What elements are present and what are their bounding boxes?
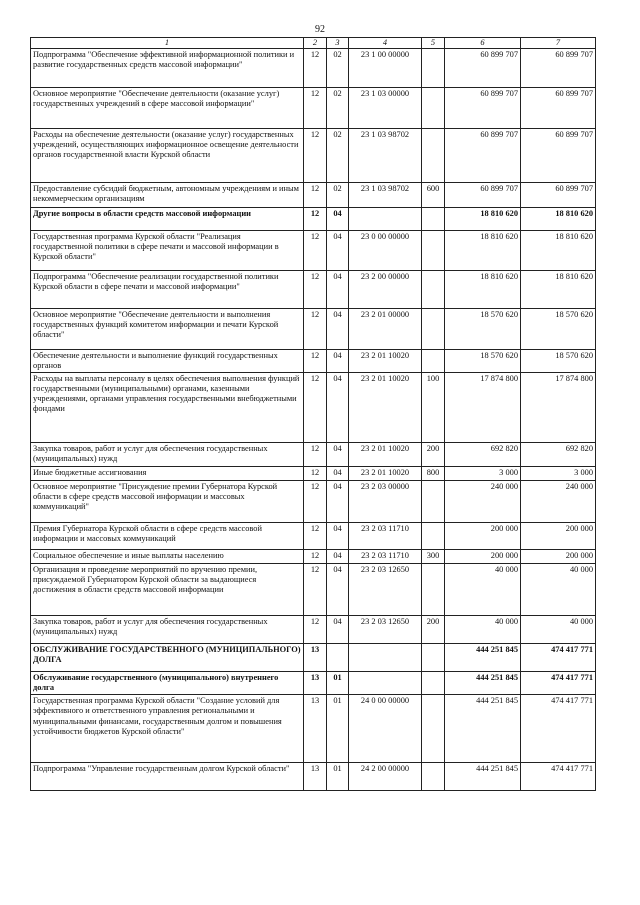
amount-year-2: 18 570 620	[521, 309, 596, 350]
table-row	[31, 467, 596, 481]
table-row	[31, 616, 596, 644]
amount-year-1: 60 899 707	[445, 49, 521, 88]
section-code: 12	[304, 550, 327, 564]
amount-year-2: 200 000	[521, 523, 596, 550]
item-name: Другие вопросы в области средств массовой информации	[31, 208, 304, 231]
table-row	[31, 550, 596, 564]
item-name: Премия Губернатора Курской области в сфере средств массовой информации и массовых коммуникаций	[31, 523, 304, 550]
subsection-code: 04	[327, 481, 349, 523]
item-name: Основное мероприятие "Присуждение премии Губернатора Курской области в сфере средств массовой информации и массовых коммуникаций"	[31, 481, 304, 523]
table-row	[31, 481, 596, 523]
amount-year-1: 200 000	[445, 550, 521, 564]
table-row	[31, 231, 596, 271]
section-code: 13	[304, 672, 327, 695]
table-row	[31, 523, 596, 550]
amount-year-1: 18 810 620	[445, 231, 521, 271]
section-code: 12	[304, 208, 327, 231]
amount-year-1: 18 570 620	[445, 350, 521, 373]
subsection-code: 04	[327, 616, 349, 644]
subsection-code: 01	[327, 695, 349, 763]
target-article-code: 23 2 01 10020	[349, 443, 422, 467]
amount-year-2: 692 820	[521, 443, 596, 467]
item-name: Основное мероприятие "Обеспечение деятельности и выполнения государственных функций комитетом информации и печати Курской области"	[31, 309, 304, 350]
section-code: 12	[304, 183, 327, 208]
header-cell: 2	[304, 38, 327, 49]
subsection-code: 02	[327, 49, 349, 88]
amount-year-1: 60 899 707	[445, 88, 521, 129]
item-name: Иные бюджетные ассигнования	[31, 467, 304, 481]
amount-year-2: 200 000	[521, 550, 596, 564]
target-article-code: 23 2 01 00000	[349, 309, 422, 350]
target-article-code: 23 0 00 00000	[349, 231, 422, 271]
column-number-header	[31, 38, 596, 49]
budget-table	[30, 37, 596, 791]
subsection-code: 02	[327, 129, 349, 183]
target-article-code: 23 2 03 12650	[349, 564, 422, 616]
table-row	[31, 183, 596, 208]
amount-year-1: 18 810 620	[445, 208, 521, 231]
expense-type-code: 800	[422, 467, 445, 481]
expense-type-code	[422, 695, 445, 763]
table-row	[31, 695, 596, 763]
item-name: Предоставление субсидий бюджетным, автономным учреждениям и иным некоммерческим организациям	[31, 183, 304, 208]
amount-year-2: 18 810 620	[521, 231, 596, 271]
expense-type-code	[422, 271, 445, 309]
table-row	[31, 763, 596, 791]
section-code: 12	[304, 373, 327, 443]
amount-year-1: 200 000	[445, 523, 521, 550]
item-name: Подпрограмма "Обеспечение эффективной информационной политики и развитие государственных средств массовой информации"	[31, 49, 304, 88]
item-name: Обслуживание государственного (муниципального) внутреннего долга	[31, 672, 304, 695]
table-row	[31, 644, 596, 672]
amount-year-1: 240 000	[445, 481, 521, 523]
table-row	[31, 443, 596, 467]
amount-year-2: 60 899 707	[521, 88, 596, 129]
target-article-code: 23 2 01 10020	[349, 373, 422, 443]
section-code: 12	[304, 616, 327, 644]
table-row	[31, 309, 596, 350]
amount-year-1: 444 251 845	[445, 644, 521, 672]
table-row	[31, 373, 596, 443]
header-cell: 4	[349, 38, 422, 49]
amount-year-2: 18 570 620	[521, 350, 596, 373]
subsection-code: 04	[327, 231, 349, 271]
amount-year-1: 3 000	[445, 467, 521, 481]
expense-type-code	[422, 208, 445, 231]
item-name: Организация и проведение мероприятий по вручению премии, присуждаемой Губернатором Курской области за выдающиеся достижения в области средств массовой информации	[31, 564, 304, 616]
expense-type-code	[422, 231, 445, 271]
amount-year-2: 60 899 707	[521, 49, 596, 88]
header-cell: 1	[31, 38, 304, 49]
amount-year-2: 474 417 771	[521, 644, 596, 672]
section-code: 12	[304, 231, 327, 271]
target-article-code: 24 2 00 00000	[349, 763, 422, 791]
section-code: 12	[304, 564, 327, 616]
expense-type-code: 200	[422, 443, 445, 467]
table-row	[31, 208, 596, 231]
header-cell: 3	[327, 38, 349, 49]
page-number: 92	[315, 24, 325, 35]
table-row	[31, 350, 596, 373]
amount-year-2: 60 899 707	[521, 129, 596, 183]
amount-year-2: 40 000	[521, 564, 596, 616]
amount-year-1: 692 820	[445, 443, 521, 467]
amount-year-2: 18 810 620	[521, 208, 596, 231]
target-article-code: 23 2 03 11710	[349, 523, 422, 550]
target-article-code: 23 2 01 10020	[349, 350, 422, 373]
expense-type-code	[422, 564, 445, 616]
target-article-code: 23 2 03 12650	[349, 616, 422, 644]
section-code: 12	[304, 350, 327, 373]
target-article-code	[349, 644, 422, 672]
amount-year-1: 444 251 845	[445, 695, 521, 763]
target-article-code: 23 2 03 11710	[349, 550, 422, 564]
section-code: 12	[304, 523, 327, 550]
item-name: Закупка товаров, работ и услуг для обеспечения государственных (муниципальных) нужд	[31, 443, 304, 467]
header-cell: 7	[521, 38, 596, 49]
subsection-code: 04	[327, 523, 349, 550]
table-row	[31, 88, 596, 129]
amount-year-2: 18 810 620	[521, 271, 596, 309]
target-article-code: 23 2 01 10020	[349, 467, 422, 481]
header-cell: 5	[422, 38, 445, 49]
amount-year-1: 17 874 800	[445, 373, 521, 443]
target-article-code: 23 1 03 00000	[349, 88, 422, 129]
target-article-code: 23 2 03 00000	[349, 481, 422, 523]
amount-year-2: 60 899 707	[521, 183, 596, 208]
expense-type-code	[422, 644, 445, 672]
item-name: ОБСЛУЖИВАНИЕ ГОСУДАРСТВЕННОГО (МУНИЦИПАЛЬНОГО) ДОЛГА	[31, 644, 304, 672]
header-cell: 6	[445, 38, 521, 49]
target-article-code: 23 1 03 98702	[349, 183, 422, 208]
amount-year-2: 474 417 771	[521, 763, 596, 791]
amount-year-2: 474 417 771	[521, 695, 596, 763]
section-code: 12	[304, 309, 327, 350]
section-code: 13	[304, 763, 327, 791]
amount-year-2: 40 000	[521, 616, 596, 644]
target-article-code	[349, 672, 422, 695]
subsection-code: 04	[327, 550, 349, 564]
item-name: Расходы на обеспечение деятельности (оказание услуг) государственных учреждений, осуществляющих информационное освещение деятельности органов государственной власти Курской области	[31, 129, 304, 183]
section-code: 12	[304, 129, 327, 183]
expense-type-code	[422, 672, 445, 695]
amount-year-1: 18 570 620	[445, 309, 521, 350]
item-name: Социальное обеспечение и иные выплаты населению	[31, 550, 304, 564]
target-article-code	[349, 208, 422, 231]
amount-year-1: 60 899 707	[445, 129, 521, 183]
section-code: 13	[304, 644, 327, 672]
expense-type-code: 100	[422, 373, 445, 443]
table-row	[31, 129, 596, 183]
target-article-code: 23 1 00 00000	[349, 49, 422, 88]
table-row	[31, 672, 596, 695]
subsection-code: 04	[327, 350, 349, 373]
expense-type-code	[422, 350, 445, 373]
amount-year-1: 60 899 707	[445, 183, 521, 208]
amount-year-1: 18 810 620	[445, 271, 521, 309]
item-name: Подпрограмма "Управление государственным долгом Курской области"	[31, 763, 304, 791]
table-row	[31, 49, 596, 88]
amount-year-2: 474 417 771	[521, 672, 596, 695]
budget-table-body	[31, 38, 596, 791]
subsection-code: 04	[327, 443, 349, 467]
expense-type-code	[422, 481, 445, 523]
expense-type-code	[422, 129, 445, 183]
expense-type-code	[422, 49, 445, 88]
amount-year-1: 444 251 845	[445, 672, 521, 695]
item-name: Расходы на выплаты персоналу в целях обеспечения выполнения функций государственными (муниципальными) органами, казенными учреждениями, органами управления государственными внебюджетными фондами	[31, 373, 304, 443]
expense-type-code	[422, 88, 445, 129]
amount-year-1: 40 000	[445, 564, 521, 616]
amount-year-2: 3 000	[521, 467, 596, 481]
subsection-code: 02	[327, 88, 349, 129]
subsection-code: 02	[327, 183, 349, 208]
expense-type-code	[422, 763, 445, 791]
section-code: 12	[304, 467, 327, 481]
expense-type-code: 600	[422, 183, 445, 208]
subsection-code: 01	[327, 763, 349, 791]
subsection-code: 01	[327, 672, 349, 695]
item-name: Государственная программа Курской области "Создание условий для эффективного и ответственного управления региональными и муниципальными финансами, государственным долгом и повышения устойчивости бюджетов Курской области"	[31, 695, 304, 763]
item-name: Государственная программа Курской области "Реализация государственной политики в сфере печати и массовой информации в Курской области"	[31, 231, 304, 271]
expense-type-code	[422, 309, 445, 350]
section-code: 12	[304, 481, 327, 523]
amount-year-2: 17 874 800	[521, 373, 596, 443]
amount-year-1: 444 251 845	[445, 763, 521, 791]
section-code: 12	[304, 271, 327, 309]
section-code: 12	[304, 49, 327, 88]
amount-year-2: 240 000	[521, 481, 596, 523]
subsection-code	[327, 644, 349, 672]
table-row	[31, 564, 596, 616]
table-row	[31, 271, 596, 309]
subsection-code: 04	[327, 564, 349, 616]
subsection-code: 04	[327, 309, 349, 350]
section-code: 12	[304, 443, 327, 467]
subsection-code: 04	[327, 373, 349, 443]
section-code: 13	[304, 695, 327, 763]
item-name: Подпрограмма "Обеспечение реализации государственной политики Курской области в сфере печати и массовой информации"	[31, 271, 304, 309]
target-article-code: 24 0 00 00000	[349, 695, 422, 763]
item-name: Основное мероприятие "Обеспечение деятельности (оказание услуг) государственных учреждений в сфере массовой информации"	[31, 88, 304, 129]
expense-type-code	[422, 523, 445, 550]
item-name: Обеспечение деятельности и выполнение функций государственных органов	[31, 350, 304, 373]
target-article-code: 23 1 03 98702	[349, 129, 422, 183]
target-article-code: 23 2 00 00000	[349, 271, 422, 309]
item-name: Закупка товаров, работ и услуг для обеспечения государственных (муниципальных) нужд	[31, 616, 304, 644]
subsection-code: 04	[327, 467, 349, 481]
expense-type-code: 200	[422, 616, 445, 644]
subsection-code: 04	[327, 208, 349, 231]
amount-year-1: 40 000	[445, 616, 521, 644]
section-code: 12	[304, 88, 327, 129]
expense-type-code: 300	[422, 550, 445, 564]
subsection-code: 04	[327, 271, 349, 309]
